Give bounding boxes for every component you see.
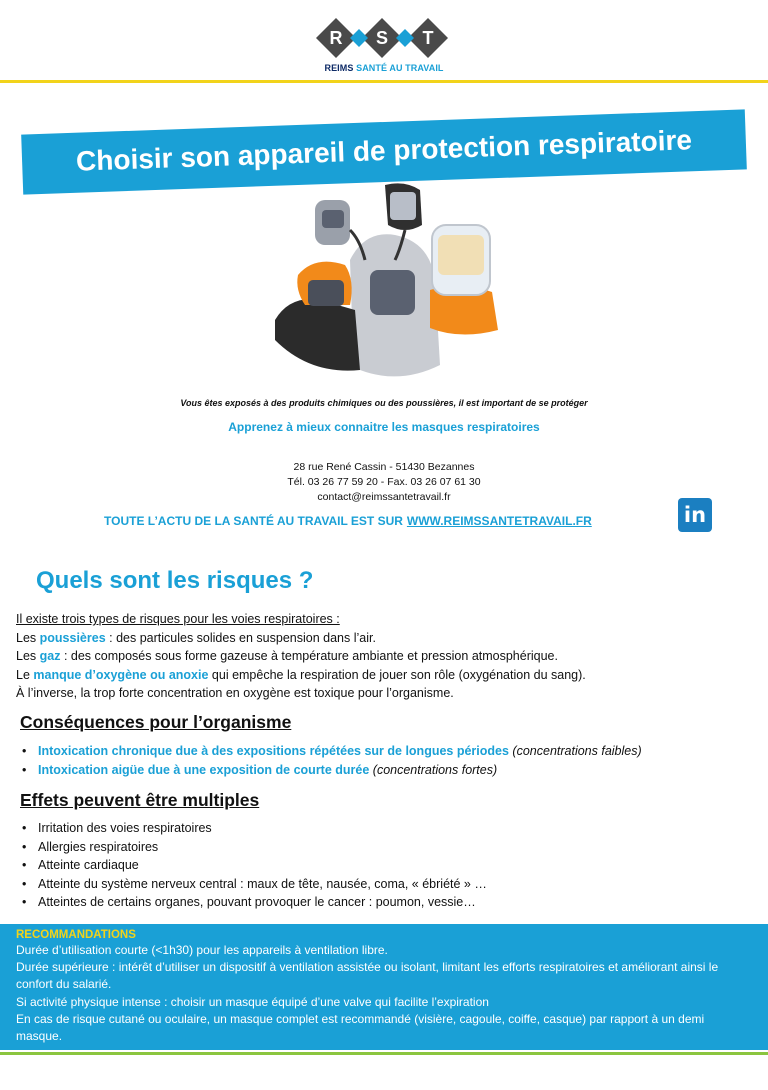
risques-intro: Il existe trois types de risques pour les voies respiratoires :: [16, 612, 340, 626]
risque-oxygene: À l’inverse, la trop forte concentration en oxygène est toxique pour l’organisme.: [16, 686, 454, 700]
risque-poussieres: [16, 629, 756, 648]
header-divider: [0, 80, 768, 83]
logo-letter-s: S: [375, 28, 389, 48]
text-fragment: qui empêche la respiration de jouer son rôle (oxygénation du sang).: [208, 667, 586, 682]
keyword-poussieres: poussières: [39, 630, 106, 645]
consequences-list: [22, 742, 762, 779]
website-link[interactable]: WWW.REIMSSANTETRAVAIL.FR: [406, 514, 592, 528]
risque-gaz: [16, 647, 756, 666]
list-item: • Irritation des voies respiratoires: [22, 819, 762, 838]
recommendation-line: Si activité physique intense : choisir un masque équipé d’une valve qui facilite l’expiration: [16, 994, 489, 1009]
text-fragment: Le: [16, 667, 34, 682]
header: [0, 0, 768, 84]
actu-text: TOUTE L’ACTU DE LA SANTÉ AU TRAVAIL EST SUR: [104, 514, 403, 528]
linkedin-icon[interactable]: in: [678, 498, 712, 532]
recommendation-line: Durée d’utilisation courte (<1h30) pour les appareils à ventilation libre.: [16, 943, 388, 957]
list-item: [22, 742, 762, 761]
list-item: [22, 761, 762, 780]
risques-text: [16, 610, 756, 703]
actu-banner: [104, 514, 592, 528]
keyword-anoxie: manque d’oxygène ou anoxie: [33, 667, 209, 682]
footer-divider: [0, 1052, 768, 1055]
phone-line: Tél. 03 26 77 59 20 - Fax. 03 26 07 61 30: [287, 476, 481, 488]
risque-anoxie: [16, 666, 756, 685]
effets-list: [22, 819, 762, 912]
list-item: • Atteinte cardiaque: [22, 856, 762, 875]
respirator-masks-illustration: [270, 180, 500, 380]
tagline: Vous êtes exposés à des produits chimiques ou des poussières, il est important de se protéger: [180, 398, 588, 408]
contact-address: [0, 460, 768, 505]
recommendations-box: [0, 924, 768, 1050]
text-fragment: Les: [16, 649, 40, 663]
logo-subtitle: [304, 63, 464, 73]
list-item: • Atteintes de certains organes, pouvant provoquer le cancer : poumon, vessie…: [22, 893, 762, 912]
consequence-keyword: Intoxication chronique due à des expositions répétées sur de longues périodes: [38, 744, 509, 758]
recommendation-line: En cas de risque cutané ou oculaire, un masque complet est recommandé (visière, cagoule, coiffe, casque) par rapport à un demi masque.: [16, 1011, 705, 1044]
logo-letter-t: T: [422, 28, 434, 48]
logo-sub-rest: SANTÉ AU TRAVAIL: [356, 63, 444, 73]
logo-sub-reims: REIMS: [324, 63, 354, 73]
address-line: 28 rue René Cassin - 51430 Bezannes: [293, 461, 475, 473]
effets-heading: Effets peuvent être multiples: [20, 790, 260, 810]
risques-heading: Quels sont les risques ?: [36, 567, 314, 594]
consequence-note: (concentrations faibles): [508, 744, 642, 758]
recommendations-title: RECOMMANDATIONS: [16, 929, 136, 941]
list-item: • Allergies respiratoires: [22, 838, 762, 857]
text-fragment: : des particules solides en suspension dans l’air.: [105, 630, 376, 645]
recommendation-line: Durée supérieure : intérêt d’utiliser un dispositif à ventilation assistée ou isolant, limitant les efforts respiratoires et améliorant ainsi le confort du salarié.: [16, 960, 719, 992]
consequence-keyword: Intoxication aigüe due à une exposition de courte durée: [38, 762, 370, 777]
keyword-gaz: gaz: [39, 649, 61, 663]
logo-letter-r: R: [329, 28, 343, 48]
consequences-heading: Conséquences pour l’organisme: [20, 712, 292, 732]
subtitle: Apprenez à mieux connaitre les masques respiratoires: [228, 420, 540, 434]
text-fragment: : des composés sous forme gazeuse à température ambiante et pression atmosphérique.: [60, 649, 558, 663]
consequence-note: (concentrations fortes): [369, 762, 498, 777]
email-line[interactable]: contact@reimssantetravail.fr: [317, 491, 451, 503]
page-title: Choisir son appareil de protection respiratoire: [75, 124, 693, 177]
text-fragment: Les: [16, 630, 40, 645]
list-item: • Atteinte du système nerveux central : maux de tête, nausée, coma, « ébriété » …: [22, 875, 762, 894]
